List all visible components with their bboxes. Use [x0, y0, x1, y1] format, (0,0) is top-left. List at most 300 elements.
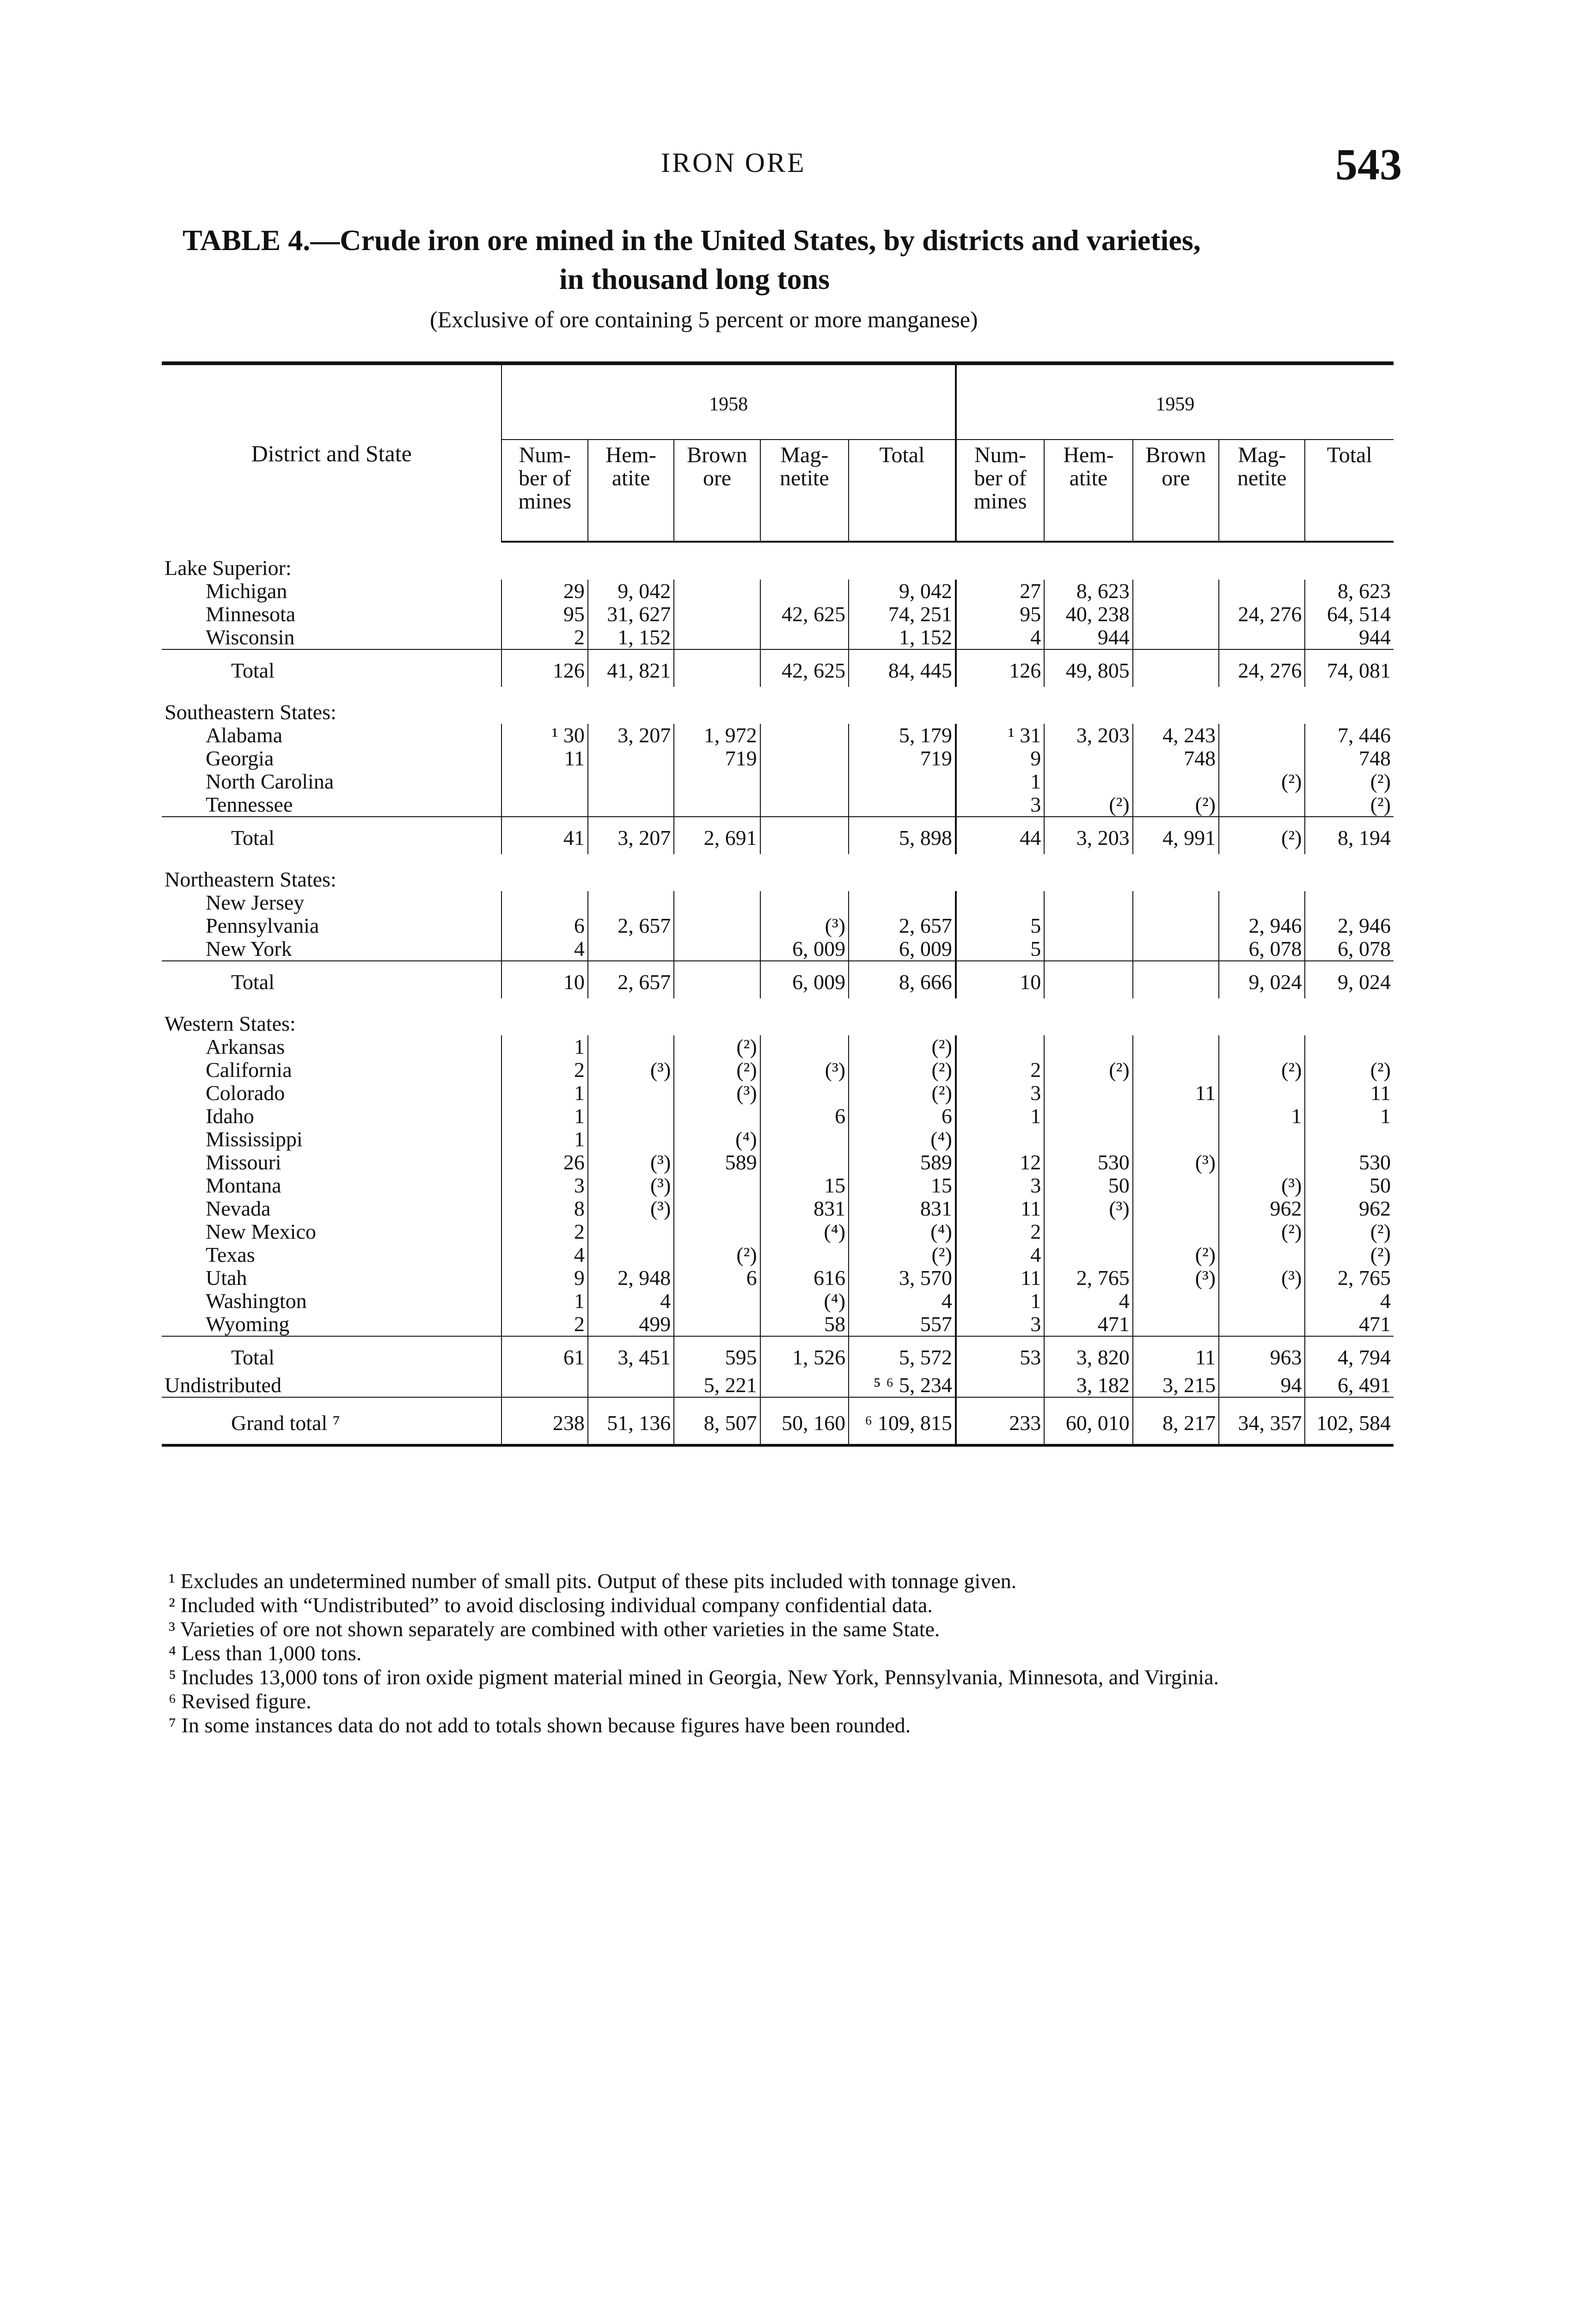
table-cell: (³): [674, 1082, 760, 1105]
table-cell: 1, 972: [674, 724, 760, 747]
table-cell: [588, 1374, 674, 1397]
table-cell: [1044, 1105, 1132, 1128]
table-cell: 2: [956, 1220, 1044, 1243]
table-cell: 84, 445: [849, 649, 956, 687]
table-cell: [588, 1105, 674, 1128]
row-label: Montana: [206, 1174, 281, 1197]
table-cell: [1133, 1105, 1219, 1128]
table-cell: [588, 1128, 674, 1151]
table-cell: [849, 891, 956, 914]
table-cell: 4, 991: [1133, 817, 1219, 854]
table-cell: [849, 770, 956, 793]
table-cell: 6, 078: [1219, 937, 1305, 961]
table-cell: 31, 627: [588, 603, 674, 626]
table-cell: 2, 691: [674, 817, 760, 854]
table-cell: 530: [1305, 1151, 1394, 1174]
table-cell: [674, 1174, 760, 1197]
table-cell: 58: [760, 1313, 849, 1336]
table-cell: 3: [956, 1174, 1044, 1197]
table-cell: 4, 243: [1133, 724, 1219, 747]
table-cell: 8, 623: [1044, 580, 1132, 603]
table-cell: 11: [501, 747, 587, 770]
table-cell: 24, 276: [1219, 649, 1305, 687]
table-cell: 4: [849, 1290, 956, 1313]
table-cell: 29: [501, 580, 587, 603]
district-label: Southeastern States:: [165, 700, 336, 724]
table-cell: 1, 152: [588, 626, 674, 649]
table-cell: [760, 724, 849, 747]
table-cell: [1133, 1197, 1219, 1220]
table-row: [162, 1313, 1394, 1336]
row-label: Utah: [206, 1266, 247, 1290]
table-group-row: [162, 687, 1394, 724]
table-cell: [760, 793, 849, 817]
table-cell: 2, 765: [1044, 1266, 1132, 1290]
table-cell: 3: [956, 1313, 1044, 1336]
table-cell: 5, 179: [849, 724, 956, 747]
table-cell: [674, 1105, 760, 1128]
table-cell: 4: [1044, 1290, 1132, 1313]
table-cell: (⁴): [849, 1128, 956, 1151]
table-cell: (⁴): [760, 1290, 849, 1313]
table-cell: 6, 491: [1305, 1374, 1394, 1397]
table-cell: 50, 160: [760, 1397, 849, 1445]
column-header-mines-1958: Num- ber of mines: [501, 440, 587, 542]
table-cell: [760, 626, 849, 649]
row-label: New Mexico: [206, 1220, 316, 1243]
running-head: IRON ORE: [661, 147, 806, 178]
table-cell: 1: [1219, 1105, 1305, 1128]
table-cell: 3, 820: [1044, 1336, 1132, 1374]
table-cell: (³): [1133, 1151, 1219, 1174]
table-cell: (²): [849, 1035, 956, 1058]
table-cell: 2: [501, 1313, 587, 1336]
table-cell: (²): [1305, 1058, 1394, 1082]
table-cell: 3, 215: [1133, 1374, 1219, 1397]
table-cell: (³): [588, 1151, 674, 1174]
table-cell: 1, 152: [849, 626, 956, 649]
table-cell: [1133, 1035, 1219, 1058]
table-cell: [674, 914, 760, 937]
column-header-mines-1959: Num- ber of mines: [956, 440, 1044, 542]
table-cell: [674, 961, 760, 998]
table-cell: 5: [956, 914, 1044, 937]
table-cell: [760, 1082, 849, 1105]
table-cell: 2: [501, 1058, 587, 1082]
row-label: California: [206, 1058, 292, 1082]
table-cell: 60, 010: [1044, 1397, 1132, 1445]
table-row: [162, 1058, 1394, 1082]
row-label: New Jersey: [206, 891, 305, 914]
table-cell: [1133, 1220, 1219, 1243]
column-header-brown-1959: Brown ore: [1133, 440, 1219, 542]
table-cell: 3, 570: [849, 1266, 956, 1290]
table-cell: [1044, 1082, 1132, 1105]
table-cell: 1: [501, 1035, 587, 1058]
table-cell: 3, 182: [1044, 1374, 1132, 1397]
table-cell: 3, 207: [588, 817, 674, 854]
column-header-total-1958: Total: [849, 440, 956, 542]
row-label: Alabama: [206, 723, 283, 747]
table-total-row: [162, 649, 1394, 687]
table-cell: [849, 793, 956, 817]
table-cell: 4: [956, 626, 1044, 649]
table-cell: 2, 657: [849, 914, 956, 937]
table-cell: [1219, 1290, 1305, 1313]
column-header-hematite-1958: Hem- atite: [588, 440, 674, 542]
table-cell: [1219, 793, 1305, 817]
table-cell: [588, 1220, 674, 1243]
table-cell: 9, 024: [1305, 961, 1394, 998]
table-title-line2: in thousand long tons: [559, 263, 830, 295]
table-cell: [760, 1151, 849, 1174]
table-cell: 6, 009: [849, 937, 956, 961]
table-cell: [1133, 1290, 1219, 1313]
table-cell: (²): [1305, 793, 1394, 817]
table-cell: 51, 136: [588, 1397, 674, 1445]
table-cell: 6, 009: [760, 961, 849, 998]
table-cell: (²): [1133, 1243, 1219, 1266]
table-cell: 42, 625: [760, 649, 849, 687]
table-cell: 9: [501, 1266, 587, 1290]
table-cell: [760, 747, 849, 770]
table-cell: 719: [849, 747, 956, 770]
table-cell: 6: [760, 1105, 849, 1128]
table-cell: [674, 1220, 760, 1243]
table-cell: 944: [1305, 626, 1394, 649]
table-cell: 8, 507: [674, 1397, 760, 1445]
table-cell: 64, 514: [1305, 603, 1394, 626]
table-cell: [588, 747, 674, 770]
table-cell: 50: [1044, 1174, 1132, 1197]
table-cell: 233: [956, 1397, 1044, 1445]
table-cell: 962: [1219, 1197, 1305, 1220]
table-cell: 50: [1305, 1174, 1394, 1197]
row-label: Total: [162, 1336, 501, 1374]
table-cell: 4: [501, 1243, 587, 1266]
table-cell: 5, 221: [674, 1374, 760, 1397]
table-cell: 2: [501, 1220, 587, 1243]
table-cell: ¹ 31: [956, 724, 1044, 747]
table-cell: [588, 1082, 674, 1105]
table-total-row: [162, 817, 1394, 854]
table-cell: 589: [849, 1151, 956, 1174]
table-cell: 10: [956, 961, 1044, 998]
district-label: Western States:: [165, 1012, 296, 1035]
row-label: Wisconsin: [206, 625, 295, 649]
table-cell: 26: [501, 1151, 587, 1174]
table-cell: [1219, 747, 1305, 770]
table-body: [162, 542, 1394, 1445]
table-cell: [1044, 1220, 1132, 1243]
table-cell: [1219, 891, 1305, 914]
table-cell: (²): [1044, 1058, 1132, 1082]
row-label: Total: [162, 649, 501, 687]
footnote: ⁴ Less than 1,000 tons.: [169, 1641, 362, 1665]
table-cell: 8: [501, 1197, 587, 1220]
table-cell: 1: [956, 1105, 1044, 1128]
table-cell: 1: [956, 770, 1044, 793]
table-cell: [501, 891, 587, 914]
row-label: Pennsylvania: [206, 914, 319, 937]
table-cell: [674, 891, 760, 914]
table-cell: (²): [1044, 793, 1132, 817]
table-cell: 8, 194: [1305, 817, 1394, 854]
footnote: ⁶ Revised figure.: [169, 1689, 312, 1713]
table-cell: [588, 770, 674, 793]
table-grand-total-row: [162, 1397, 1394, 1445]
table-cell: 1: [1305, 1105, 1394, 1128]
table-cell: [956, 1128, 1044, 1151]
footnote: ² Included with “Undistributed” to avoid disclosing individual company confidential data.: [169, 1593, 933, 1617]
table-cell: [501, 793, 587, 817]
table-cell: 2, 946: [1305, 914, 1394, 937]
table-cell: [1044, 1243, 1132, 1266]
table-cell: [1219, 1151, 1305, 1174]
row-label: Washington: [206, 1289, 307, 1313]
district-label: Lake Superior:: [165, 556, 292, 580]
table-cell: 1: [501, 1082, 587, 1105]
table-cell: [588, 1243, 674, 1266]
table-cell: 748: [1305, 747, 1394, 770]
table-cell: [588, 793, 674, 817]
table-cell: 74, 251: [849, 603, 956, 626]
table-row: [162, 1197, 1394, 1220]
table-cell: [674, 1197, 760, 1220]
table-cell: 126: [501, 649, 587, 687]
table-cell: 831: [849, 1197, 956, 1220]
table-cell: [588, 937, 674, 961]
table-cell: 5, 572: [849, 1336, 956, 1374]
table-cell: 4: [956, 1243, 1044, 1266]
table-cell: 15: [760, 1174, 849, 1197]
table-cell: 4: [1305, 1290, 1394, 1313]
table-cell: [1219, 580, 1305, 603]
table-cell: 5: [956, 937, 1044, 961]
table-cell: [501, 1374, 587, 1397]
table-cell: (⁴): [849, 1220, 956, 1243]
row-label: Georgia: [206, 746, 274, 770]
footnotes: [169, 1569, 1389, 1737]
table-row: [162, 1290, 1394, 1313]
table-cell: [760, 891, 849, 914]
table-cell: 471: [1044, 1313, 1132, 1336]
table-cell: 2, 765: [1305, 1266, 1394, 1290]
table-row: [162, 1266, 1394, 1290]
table-cell: [760, 817, 849, 854]
table-title: [183, 221, 1394, 299]
table-row: [162, 1220, 1394, 1243]
table-cell: ⁶ 109, 815: [849, 1397, 956, 1445]
table-cell: [1219, 1082, 1305, 1105]
table-row: [162, 1128, 1394, 1151]
table-cell: 34, 357: [1219, 1397, 1305, 1445]
table-cell: 9: [956, 747, 1044, 770]
table-cell: [674, 770, 760, 793]
table-cell: 3, 203: [1044, 724, 1132, 747]
table-cell: [674, 603, 760, 626]
table-cell: 5, 898: [849, 817, 956, 854]
table-cell: [1219, 1035, 1305, 1058]
table-cell: 44: [956, 817, 1044, 854]
table-cell: 126: [956, 649, 1044, 687]
table-cell: 831: [760, 1197, 849, 1220]
row-label: Total: [162, 817, 501, 854]
row-label: Undistributed: [165, 1373, 281, 1397]
table-cell: (²): [1305, 770, 1394, 793]
table-cell: [760, 1035, 849, 1058]
table-cell: [674, 1313, 760, 1336]
table-row: [162, 1082, 1394, 1105]
table-cell: [956, 1035, 1044, 1058]
table-cell: [1219, 1313, 1305, 1336]
table-cell: [1305, 891, 1394, 914]
table-row: [162, 793, 1394, 817]
column-header-magnetite-1958: Mag- netite: [760, 440, 849, 542]
table-note: (Exclusive of ore containing 5 percent or more manganese): [430, 306, 978, 332]
table-cell: 3: [956, 793, 1044, 817]
table-row: [162, 1243, 1394, 1266]
table-cell: 61: [501, 1336, 587, 1374]
row-label: Nevada: [206, 1197, 271, 1220]
table-cell: ⁵ ⁶ 5, 234: [849, 1374, 956, 1397]
table-cell: [588, 1035, 674, 1058]
table-cell: (²): [849, 1058, 956, 1082]
table-cell: [1133, 1128, 1219, 1151]
table-cell: 2, 657: [588, 914, 674, 937]
table-cell: [1044, 961, 1132, 998]
table-cell: 10: [501, 961, 587, 998]
row-label: Minnesota: [206, 602, 296, 626]
table-row: [162, 626, 1394, 649]
table-cell: 3, 203: [1044, 817, 1132, 854]
table-row: [162, 937, 1394, 961]
table-cell: (³): [588, 1197, 674, 1220]
column-header-total-1959: Total: [1305, 440, 1394, 542]
table-cell: [956, 1374, 1044, 1397]
table-cell: 471: [1305, 1313, 1394, 1336]
column-header-1958: 1958: [501, 363, 955, 440]
table-cell: 49, 805: [1044, 649, 1132, 687]
table-cell: (²): [849, 1243, 956, 1266]
row-label: Colorado: [206, 1081, 285, 1105]
iron-ore-table: [162, 361, 1394, 1447]
table-cell: (²): [1305, 1220, 1394, 1243]
table-cell: 6: [674, 1266, 760, 1290]
table-cell: [1133, 891, 1219, 914]
table-cell: [760, 580, 849, 603]
footnote: ¹ Excludes an undetermined number of small pits. Output of these pits included with tonnage given.: [169, 1569, 1017, 1593]
column-header-magnetite-1959: Mag- netite: [1219, 440, 1305, 542]
table-cell: 53: [956, 1336, 1044, 1374]
table-cell: (³): [1219, 1174, 1305, 1197]
column-header-hematite-1959: Hem- atite: [1044, 440, 1132, 542]
row-label: Idaho: [206, 1104, 254, 1128]
table-row: [162, 1035, 1394, 1058]
row-label: North Carolina: [206, 770, 334, 793]
table-cell: [501, 770, 587, 793]
table-row: [162, 747, 1394, 770]
table-cell: 3, 207: [588, 724, 674, 747]
table-row: [162, 891, 1394, 914]
table-cell: 24, 276: [1219, 603, 1305, 626]
table-cell: (³): [1133, 1266, 1219, 1290]
footnote: ⁵ Includes 13,000 tons of iron oxide pigment material mined in Georgia, New York, Pennsylvania, Minnesota, and Virginia.: [169, 1665, 1219, 1689]
table-cell: [1133, 626, 1219, 649]
table-cell: (²): [1219, 1220, 1305, 1243]
table-cell: (²): [674, 1243, 760, 1266]
table-cell: [1044, 770, 1132, 793]
table-cell: [1133, 580, 1219, 603]
table-total-row: [162, 961, 1394, 998]
row-label: Michigan: [206, 579, 287, 603]
table-cell: 238: [501, 1397, 587, 1445]
table-cell: 8, 623: [1305, 580, 1394, 603]
table-cell: 719: [674, 747, 760, 770]
table-cell: 74, 081: [1305, 649, 1394, 687]
table-row: [162, 603, 1394, 626]
row-label: New York: [206, 937, 292, 960]
table-cell: [674, 937, 760, 961]
table-cell: 41: [501, 817, 587, 854]
row-label: Grand total ⁷: [162, 1397, 501, 1445]
row-label: Texas: [206, 1243, 255, 1266]
table-cell: [1044, 747, 1132, 770]
table-cell: (²): [1305, 1243, 1394, 1266]
table-cell: 95: [956, 603, 1044, 626]
table-cell: [1305, 1128, 1394, 1151]
table-cell: [1133, 937, 1219, 961]
table-cell: [1133, 1313, 1219, 1336]
table-row: [162, 724, 1394, 747]
table-cell: (²): [1219, 770, 1305, 793]
table-cell: 6, 078: [1305, 937, 1394, 961]
table-cell: 944: [1044, 626, 1132, 649]
table-cell: 3: [501, 1174, 587, 1197]
table-cell: [1219, 626, 1305, 649]
table-cell: 557: [849, 1313, 956, 1336]
table-group-row: [162, 854, 1394, 891]
table-cell: [1133, 914, 1219, 937]
table-cell: 2: [501, 626, 587, 649]
table-cell: 27: [956, 580, 1044, 603]
table-cell: 95: [501, 603, 587, 626]
table-cell: 4: [588, 1290, 674, 1313]
table-cell: 6: [501, 914, 587, 937]
table-group-row: [162, 542, 1394, 580]
table-cell: (⁴): [674, 1128, 760, 1151]
table-cell: [1133, 770, 1219, 793]
table-group-row: [162, 998, 1394, 1035]
table-cell: [674, 626, 760, 649]
table-cell: [1044, 891, 1132, 914]
table-cell: [1133, 1174, 1219, 1197]
table-cell: 1: [501, 1290, 587, 1313]
table-cell: 2: [956, 1058, 1044, 1082]
column-header-brown-1958: Brown ore: [674, 440, 760, 542]
table-cell: (²): [1219, 817, 1305, 854]
table-cell: (³): [588, 1058, 674, 1082]
table-cell: 9, 042: [588, 580, 674, 603]
table-cell: (³): [1219, 1266, 1305, 1290]
table-cell: [1044, 914, 1132, 937]
table-cell: 6: [849, 1105, 956, 1128]
table-cell: [760, 770, 849, 793]
table-cell: 595: [674, 1336, 760, 1374]
table-cell: (³): [760, 914, 849, 937]
table-cell: 2, 948: [588, 1266, 674, 1290]
table-cell: 11: [956, 1197, 1044, 1220]
